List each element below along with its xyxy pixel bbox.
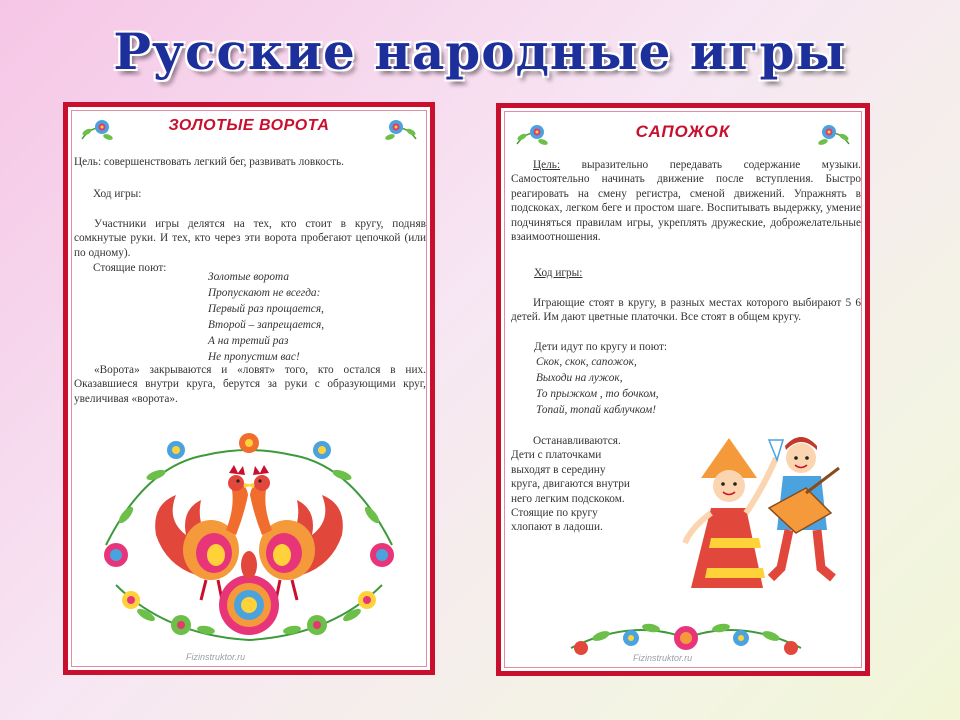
poem-line: То прыжком , то бочком, — [536, 388, 659, 400]
singing-label: Стоящие поют: — [93, 262, 167, 274]
poem-block — [536, 354, 736, 418]
course-label: Ход игры: — [534, 267, 583, 279]
poem-line: А на третий раз — [208, 335, 289, 347]
poem-line: Золотые ворота — [208, 271, 289, 283]
stop-line: круга, двигаются внутри — [511, 478, 630, 491]
stop-text — [511, 434, 661, 535]
stop-line: хлопают в ладоши. — [511, 521, 603, 534]
course-label: Ход игры: — [93, 188, 142, 200]
page-title: Русские народные игры — [113, 22, 847, 81]
poem-block — [208, 269, 408, 365]
walk-label: Дети идут по кругу и поют: — [534, 341, 668, 353]
outro-text: «Ворота» закрываются и «ловят» того, кто остался в них. Оказавшиеся внутри круга, берутся за руки с образующими круг, увеличивая «ворота». — [74, 364, 426, 405]
poem-line: Второй – запрещается, — [208, 319, 325, 331]
intro-text: Участники игры делятся на тех, кто стоит в кругу, подняв сомкнутые руки. И тех, кто через эти ворота пробегают цепочкой (или по одному). — [74, 218, 426, 259]
dancing-children-illustration — [671, 418, 846, 593]
goal-label: Цель: — [533, 159, 561, 171]
card-sapozhok — [496, 103, 870, 676]
watermark: Fizinstruktor.ru — [186, 652, 246, 662]
stop-line: Стоящие по кругу — [511, 507, 598, 520]
poem-line: Топай, топай каблучком! — [536, 404, 656, 416]
stop-line: Дети с платочками — [511, 449, 602, 462]
roosters-folk-ornament — [86, 425, 412, 655]
poem-line: Не пропустим вас! — [208, 351, 300, 363]
poem-line: Пропускают не всегда: — [208, 287, 321, 299]
poem-line: Выходи на лужок, — [536, 372, 623, 384]
poem-line: Первый раз прощается, — [208, 303, 324, 315]
watermark: Fizinstruktor.ru — [633, 653, 693, 663]
intro-text: Играющие стоят в кругу, в разных местах которого выбирают 5 6 детей. Им дают цветные платочки. Все стоят в общем кругу. — [511, 297, 861, 324]
stop-line: него легким подскоком. — [511, 492, 625, 505]
card-heading: САПОЖОК — [635, 122, 731, 141]
stop-line: выходят в середину — [511, 463, 606, 476]
goal-text: Цель: совершенствовать легкий бег, развивать ловкость. — [74, 156, 344, 168]
poem-line: Скок, скок, сапожок, — [536, 356, 637, 368]
card-heading: ЗОЛОТЫЕ ВОРОТА — [168, 117, 330, 134]
goal-paragraph — [511, 158, 861, 244]
goal-text: выразительно передавать содержание музыки. Самостоятельно начинать движение после вступления. Быстро реагировать на смену регистра, сменой движений. Упражнять в подскоках, легком беге и простом шаге. Воспитывать выдержку, умение подчиняться правилам игры, укреплять дружеские, доброжелательные взаимоотношения. — [511, 159, 862, 244]
card-zolotye-vorota — [63, 102, 435, 675]
stop-line: Останавливаются. — [533, 435, 621, 447]
